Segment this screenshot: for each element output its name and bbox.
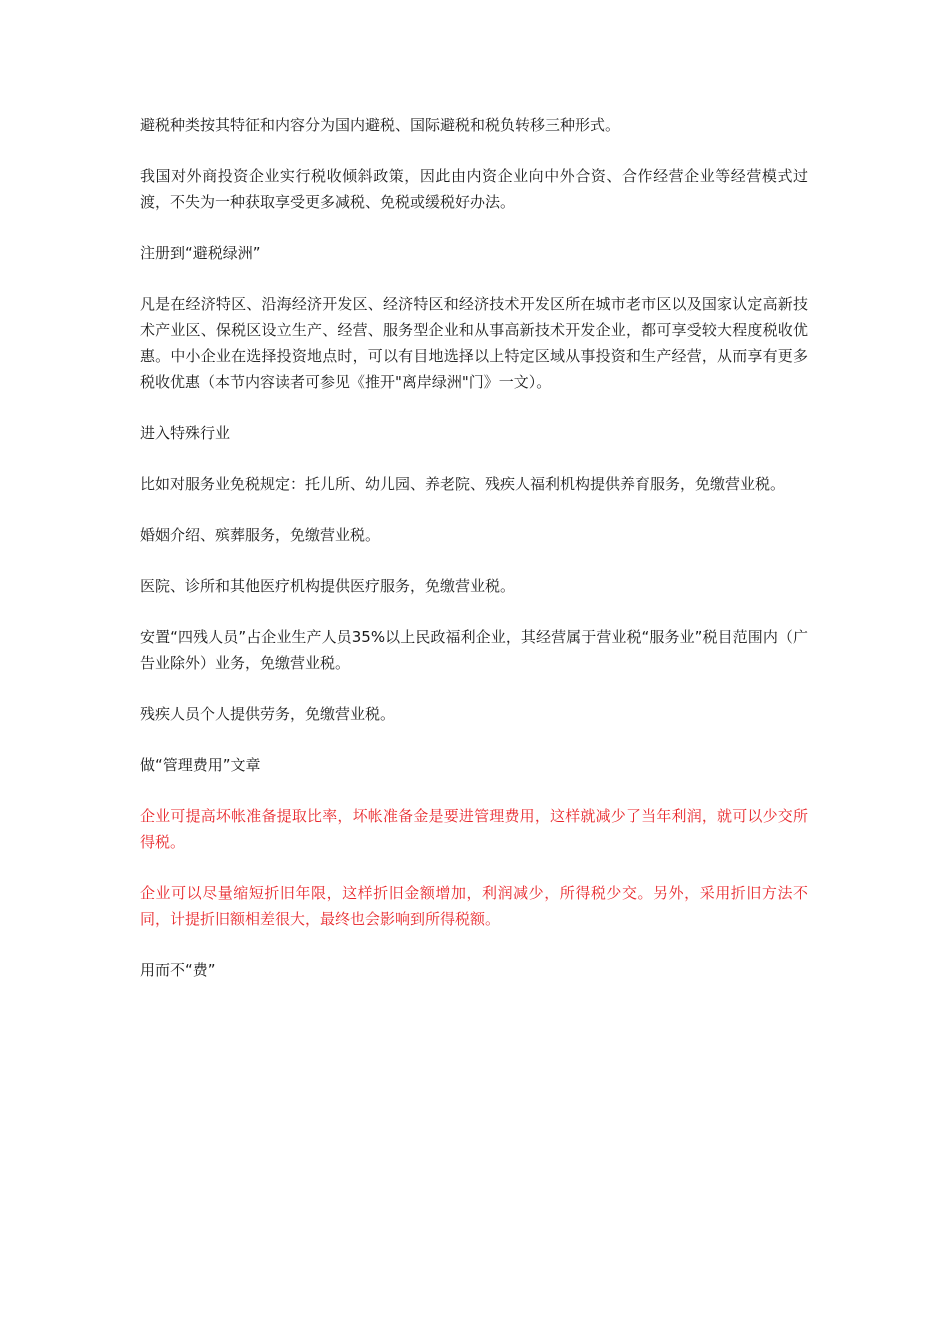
paragraph-special-zones: 凡是在经济特区、沿海经济开发区、经济特区和经济技术开发区所在城市老市区以及国家认定高新技术产业区、保税区设立生产、经营、服务型企业和从事高新技术开发企业，都可享受较大程度税收优惠。中小企业在选择投资地点时，可以有目地选择以上特定区域从事投资和生产经营，从而享有更多税收优惠（本节内容读者可参见《推开"离岸绿洲"门》一文）。 [140, 295, 808, 391]
paragraph-depreciation-highlight: 企业可以尽量缩短折旧年限，这样折旧金额增加，利润减少，所得税少交。另外，采用折旧方法不同，计提折旧额相差很大，最终也会影响到所得税额。 [140, 884, 808, 928]
document-body [140, 112, 808, 1008]
paragraph-marriage-funeral: 婚姻介绍、殡葬服务，免缴营业税。 [140, 526, 381, 544]
heading-tax-oasis: 注册到“避税绿洲” [140, 244, 261, 262]
paragraph-foreign-investment: 我国对外商投资企业实行税收倾斜政策，因此由内资企业向中外合资、合作经营企业等经营模式过渡，不失为一种获取享受更多减税、免税或缓税好办法。 [140, 167, 808, 211]
heading-use-not-expense: 用而不“费” [140, 961, 216, 979]
paragraph-disabled-labor: 残疾人员个人提供劳务，免缴营业税。 [140, 705, 396, 723]
paragraph-service-exemption: 比如对服务业免税规定：托儿所、幼儿园、养老院、残疾人福利机构提供养育服务，免缴营业税。 [140, 475, 786, 493]
paragraph-avoidance-types: 避税种类按其特征和内容分为国内避税、国际避税和税负转移三种形式。 [140, 116, 621, 134]
paragraph-welfare-enterprise: 安置“四残人员”占企业生产人员35%以上民政福利企业，其经营属于营业税“服务业”税目范围内（广告业除外）业务，免缴营业税。 [140, 628, 808, 672]
paragraph-bad-debt-highlight: 企业可提高坏帐准备提取比率，坏帐准备金是要进管理费用，这样就减少了当年利润，就可以少交所得税。 [140, 807, 808, 851]
heading-management-expenses: 做“管理费用”文章 [140, 756, 261, 774]
heading-special-industries: 进入特殊行业 [140, 424, 231, 442]
paragraph-medical: 医院、诊所和其他医疗机构提供医疗服务，免缴营业税。 [140, 577, 516, 595]
